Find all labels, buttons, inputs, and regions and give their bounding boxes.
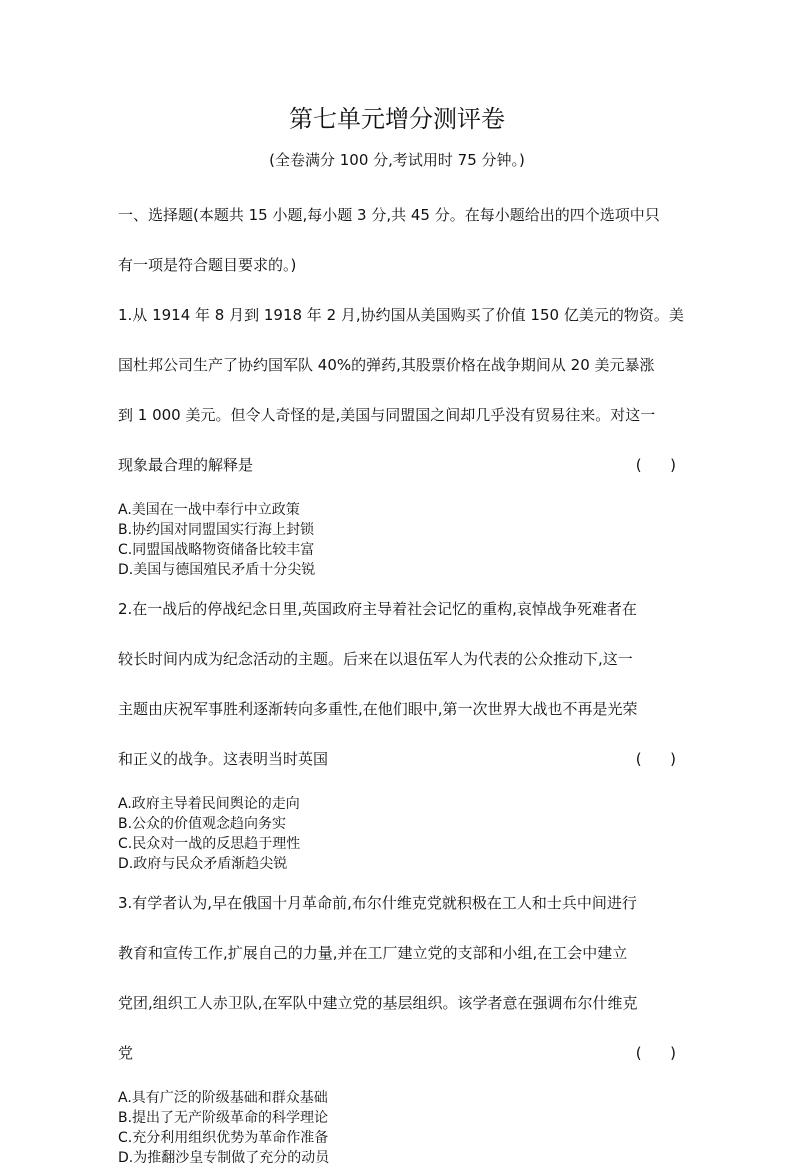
option-d: D.政府与民众矛盾渐趋尖锐 — [118, 856, 288, 872]
question-2 — [118, 584, 676, 874]
question-1 — [118, 290, 684, 580]
option-c: C.民众对一战的反思趋于理性 — [118, 836, 301, 852]
question-text-line: 党 — [118, 1044, 134, 1062]
option-b: B.提出了无产阶级革命的科学理论 — [118, 1110, 329, 1126]
exam-content — [118, 190, 684, 1172]
question-stem-end — [118, 1028, 676, 1078]
answer-bracket: ( ) — [635, 750, 676, 768]
question-text-line: 现象最合理的解释是 — [118, 456, 254, 474]
option-b: B.公众的价值观念趋向务实 — [118, 816, 287, 832]
option-a: A.美国在一战中奉行中立政策 — [118, 502, 300, 518]
question-text-line: 2.在一战后的停战纪念日里,英国政府主导着社会记忆的重构,哀悼战争死难者在 — [118, 600, 637, 618]
question-text-line: 较长时间内成为纪念活动的主题。后来在以退伍军人为代表的公众推动下,这一 — [118, 650, 633, 668]
question-text-line: 和正义的战争。这表明当时英国 — [118, 750, 329, 768]
question-text-line: 党团,组织工人赤卫队,在军队中建立党的基层组织。该学者意在强调布尔什维克 — [118, 994, 638, 1012]
question-text-line: 国杜邦公司生产了协约国军队 40%的弹药,其股票价格在战争期间从 20 美元暴涨 — [118, 356, 655, 374]
question-text-line: 到 1 000 美元。但令人奇怪的是,美国与同盟国之间却几乎没有贸易往来。对这一 — [118, 406, 656, 424]
option-b: B.协约国对同盟国实行海上封锁 — [118, 522, 315, 538]
question-3 — [118, 878, 676, 1168]
page-title: 第七单元增分测评卷 — [289, 105, 505, 133]
answer-bracket: ( ) — [635, 456, 676, 474]
option-list — [118, 500, 676, 580]
question-text-line: 主题由庆祝军事胜利逐渐转向多重性,在他们眼中,第一次世界大战也不再是光荣 — [118, 700, 638, 718]
option-c: C.充分利用组织优势为革命作准备 — [118, 1130, 329, 1146]
option-list — [118, 1088, 676, 1168]
section-instructions — [118, 190, 676, 290]
option-list — [118, 794, 676, 874]
question-text-line: 教育和宣传工作,扩展自己的力量,并在工厂建立党的支部和小组,在工会中建立 — [118, 944, 628, 962]
question-text-line: 3.有学者认为,早在俄国十月革命前,布尔什维克党就积极在工人和士兵中间进行 — [118, 894, 637, 912]
section-line: 一、选择题(本题共 15 小题,每小题 3 分,共 45 分。在每小题给出的四个选项中只 — [118, 206, 660, 224]
page-subtitle: (全卷满分 100 分,考试用时 75 分钟。) — [269, 151, 525, 169]
option-a: A.政府主导着民间舆论的走向 — [118, 796, 300, 812]
answer-bracket: ( ) — [635, 1044, 676, 1062]
option-d: D.为推翻沙皇专制做了充分的动员 — [118, 1150, 330, 1166]
option-a: A.具有广泛的阶级基础和群众基础 — [118, 1090, 328, 1106]
option-c: C.同盟国战略物资储备比较丰富 — [118, 542, 315, 558]
question-stem-end — [118, 734, 676, 784]
section-line: 有一项是符合题目要求的。) — [118, 256, 297, 274]
option-d: D.美国与德国殖民矛盾十分尖锐 — [118, 562, 316, 578]
question-text-line: 1.从 1914 年 8 月到 1918 年 2 月,协约国从美国购买了价值 150 亿美元的物资。美 — [118, 306, 684, 324]
question-stem-end — [118, 440, 676, 490]
